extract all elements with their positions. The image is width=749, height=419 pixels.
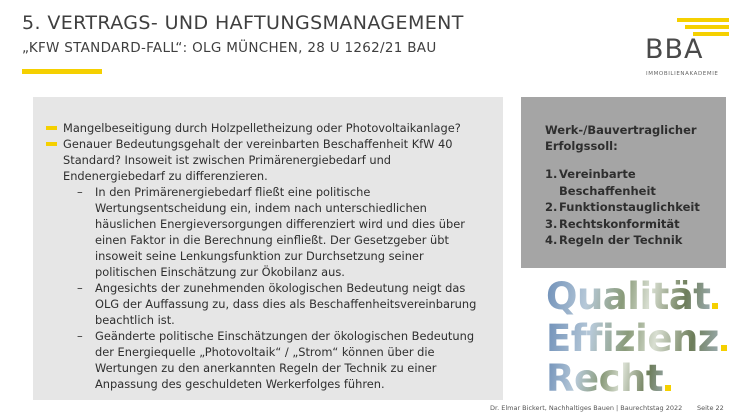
slide-title: 5. VERTRAGS- UND HAFTUNGSMANAGEMENT [22, 12, 464, 34]
accent-dot [665, 385, 671, 391]
bullet-item [46, 136, 486, 184]
image-word-text: Effizienz [546, 317, 719, 360]
item-label: Vereinbarte Beschaffenheit [559, 167, 656, 198]
title-underline [22, 69, 102, 74]
logo-stripe [685, 25, 729, 29]
image-word-law [546, 357, 671, 400]
dash-marker: – [77, 185, 83, 199]
accent-dot [712, 303, 718, 309]
logo-stripe [677, 18, 729, 22]
side-list-item [545, 216, 720, 233]
image-word-text: Recht [546, 357, 664, 400]
dash-marker: – [77, 281, 83, 295]
sub-bullet-text: Geänderte politische Einschätzungen der ökologischen Bedeutung der Energiequelle „Photovoltaik“ / „Strom“ können über die Wertungen zu den anerkannten Regeln der Technik zu einer Anpassung des geschuldeten Werkerfolges führen. [95, 329, 475, 391]
bullet-text: Genauer Bedeutungsgehalt der vereinbarten Beschaffenheit KfW 40 Standard? Insoweit ist zwischen Primärenergiebedarf und Endenergiebedarf zu differenzieren. [63, 137, 453, 183]
image-word-text: Qualität [546, 275, 711, 318]
accent-dot [721, 345, 727, 351]
side-list-item [545, 199, 720, 216]
bullet-item [46, 120, 486, 136]
side-list-item [545, 232, 720, 249]
image-word-quality [546, 275, 718, 318]
image-text-graphic [546, 275, 726, 400]
bba-logo [643, 18, 733, 88]
sub-bullet-item [77, 184, 486, 280]
dash-marker: – [77, 329, 83, 343]
item-number: 1. [545, 167, 558, 181]
item-number: 4. [545, 233, 558, 247]
bullet-text: Mangelbeseitigung durch Holzpelletheizung oder Photovoltaikanlage? [63, 121, 461, 135]
footer-text: Dr. Elmar Bickert, Nachhaltiges Bauen | Baurechtstag 2022 [490, 404, 683, 412]
sub-bullet-list [46, 184, 486, 392]
logo-subtitle: IMMOBILIENAKADEMIE [646, 71, 719, 77]
item-label: Funktionstauglichkeit [559, 200, 700, 214]
page-number: Seite 22 [697, 404, 724, 412]
sub-bullet-text: In den Primärenergiebedarf fließt eine politische Wertungsentscheidung ein, indem nach unterschiedlichen häuslichen Energieversorgungen differenziert wird und dies über einen Faktor in die Berechnung einfließt. Der Gesetzgeber übt insoweit seine Lenkungsfunktion zur Durchsetzung seiner politischen Einschätzung zur Ökobilanz aus. [95, 185, 465, 279]
item-number: 2. [545, 200, 558, 214]
bullet-marker [46, 126, 57, 130]
logo-text: BBA [645, 34, 704, 65]
sub-bullet-text: Angesichts der zunehmenden ökologischen Bedeutung neigt das OLG der Auffassung zu, dass dies als Beschaffenheitsvereinbarung beachtlich ist. [95, 281, 477, 327]
item-number: 3. [545, 216, 558, 231]
slide-subtitle: „KFW STANDARD-FALL“: OLG MÜNCHEN, 28 U 1262/21 BAU [22, 40, 437, 56]
bullet-marker [46, 142, 57, 146]
item-label: Rechtskonformität [559, 216, 680, 231]
side-list-item [545, 166, 720, 199]
item-label: Regeln der Technik [559, 233, 683, 247]
sub-bullet-item [77, 280, 486, 328]
side-title: Werk-/Bauvertraglicher Erfolgssoll: [545, 123, 697, 153]
main-bullet-list [46, 120, 486, 392]
sub-bullet-item [77, 328, 486, 392]
side-list [545, 166, 720, 249]
image-word-efficiency [546, 317, 727, 360]
